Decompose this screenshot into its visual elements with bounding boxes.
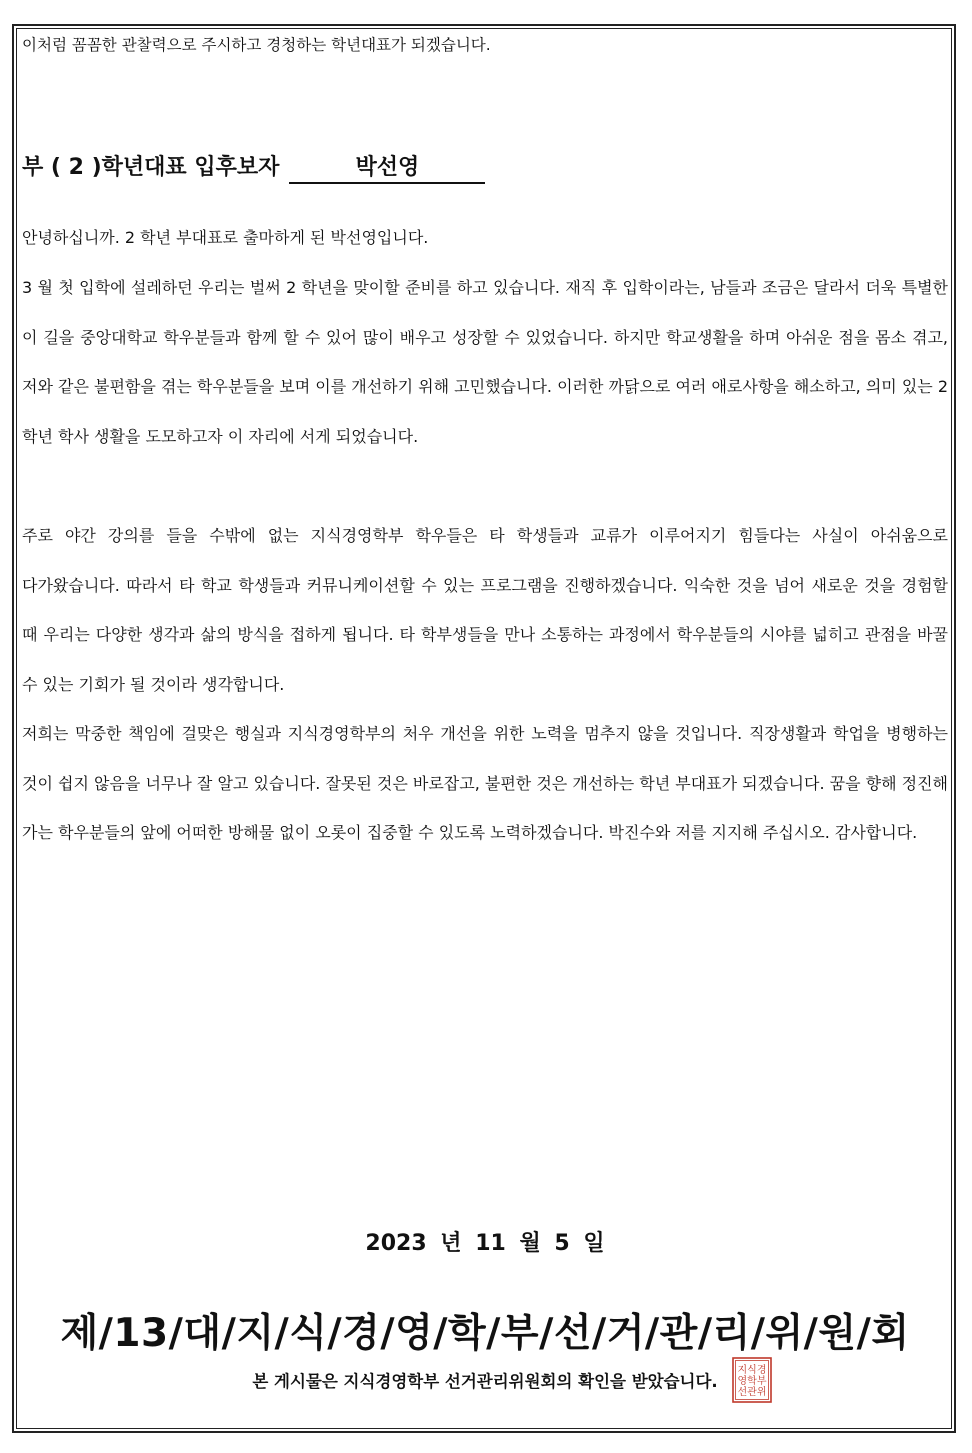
paragraph-closing: 저희는 막중한 책임에 걸맞은 행실과 지식경영학부의 처우 개선을 위한 노력을 멈추지 않을 것입니다. 직장생활과 학업을 병행하는 것이 쉽지 않음을 너무나 잘 알고 있습니다. 잘못된 것은 바로잡고, 불편한 것은 개선하는 학년 부대표가 되겠습니다. 꿈을 향해 정진해 가는 학우분들의 앞에 어떠한 방해물 없이 오롯이 집중할 수 있도록 노력하겠습니다. 박진수와 저를 지지해 주십시오. 감사합니다. — [22, 724, 948, 843]
svg-text:지식경: 지식경 — [737, 1365, 767, 1376]
candidate-heading — [22, 150, 485, 184]
paragraph-program: 주로 야간 강의를 들을 수밖에 없는 지식경영학부 학우들은 타 학생들과 교류가 이루어지기 힘들다는 사실이 아쉬움으로 다가왔습니다. 따라서 타 학교 학생들과 커뮤니케이션할 수 있는 프로그램을 진행하겠습니다. 익숙한 것을 넘어 새로운 것을 경험할 때 우리는 다양한 생각과 삶의 방식을 접하게 됩니다. 타 학부생들을 만나 소통하는 과정에서 학우분들의 시야를 넓히고 관점을 바꿀 수 있는 기회가 될 것이라 생각합니다. — [22, 526, 948, 694]
confirmation-notice: 본 게시물은 지식경영학부 선거관리위원회의 확인을 받았습니다. — [252, 1372, 718, 1391]
svg-text:영학부: 영학부 — [737, 1376, 767, 1387]
intro-line: 이처럼 꼼꼼한 관찰력으로 주시하고 경청하는 학년대표가 되겠습니다. — [22, 36, 491, 54]
document-date: 2023 년 11 월 5 일 — [365, 1231, 605, 1256]
svg-text:선관위: 선관위 — [737, 1387, 767, 1398]
committee-name: 제/13/대/지/식/경/영/학/부/선/거/관/리/위/원/회 — [60, 1311, 910, 1356]
election-committee-seal — [732, 1357, 772, 1403]
paragraph-greeting: 안녕하십니까. 2 학년 부대표로 출마하게 된 박선영입니다. — [22, 228, 429, 247]
candidate-name: 박선영 — [289, 150, 485, 184]
candidate-label: 부 ( 2 )학년대표 입후보자 — [22, 155, 280, 180]
paragraph-motivation: 3 월 첫 입학에 설레하던 우리는 벌써 2 학년을 맞이할 준비를 하고 있습니다. 재직 후 입학이라는, 남들과 조금은 달라서 더욱 특별한 이 길을 중앙대학교 학우분들과 함께 할 수 있어 많이 배우고 성장할 수 있었습니다. 하지만 학교생활을 하며 아쉬운 점을 몸소 겪고, 저와 같은 불편함을 겪는 학우분들을 보며 이를 개선하기 위해 고민했습니다. 이러한 까닭으로 여러 애로사항을 해소하고, 의미 있는 2 학년 학사 생활을 도모하고자 이 자리에 서게 되었습니다. — [22, 278, 948, 446]
